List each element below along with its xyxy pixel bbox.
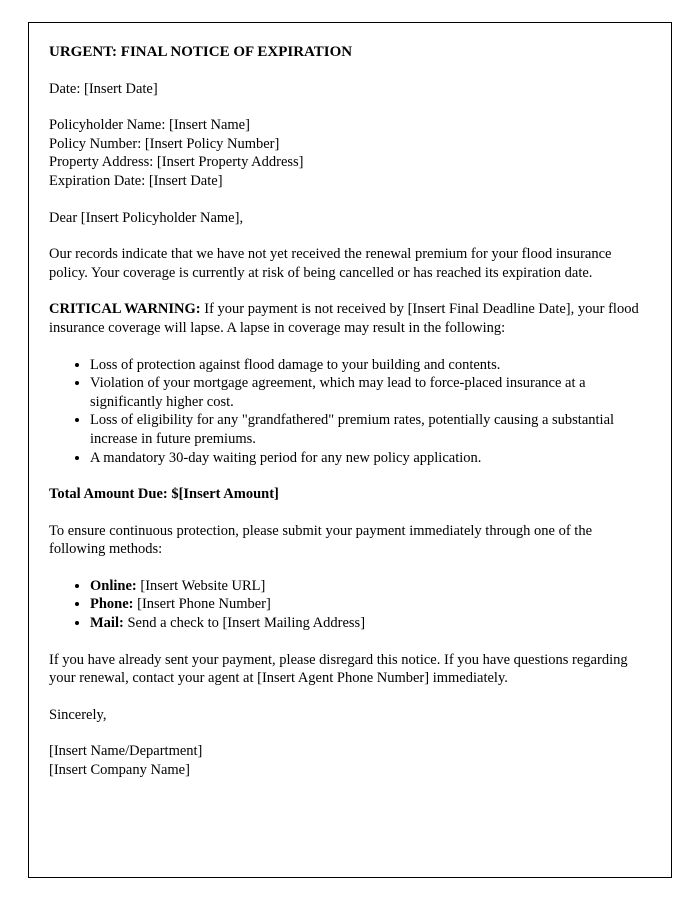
critical-warning-label: CRITICAL WARNING: xyxy=(49,301,201,318)
payment-method-value: [Insert Phone Number] xyxy=(133,596,271,613)
list-item xyxy=(90,595,651,614)
intro-paragraph: Our records indicate that we have not yet received the renewal premium for your flood insurance policy. Your coverage is currently at risk of being cancelled or has reached its expiration date. xyxy=(49,246,612,281)
policy-number-line: Policy Number: [Insert Policy Number] xyxy=(49,135,280,152)
policyholder-name-line: Policyholder Name: [Insert Name] xyxy=(49,117,250,134)
signature-company-line: [Insert Company Name] xyxy=(49,762,190,779)
policy-info-block xyxy=(49,116,651,190)
letter-title: URGENT: FINAL NOTICE OF EXPIRATION xyxy=(49,44,353,60)
closing: Sincerely, xyxy=(49,706,107,723)
expiration-date-line: Expiration Date: [Insert Date] xyxy=(49,172,223,189)
signature-name-line: [Insert Name/Department] xyxy=(49,743,203,760)
total-amount-due xyxy=(49,485,651,504)
list-item: • Violation of your mortgage agreement, which may lead to force-placed insurance at a significantly higher cost. xyxy=(90,374,651,411)
consequences-list xyxy=(49,356,651,468)
signature-block xyxy=(49,742,651,779)
payment-method-label: Phone: xyxy=(90,596,134,613)
list-item: • Loss of eligibility for any "grandfathered" premium rates, potentially causing a substantial increase in future premiums. xyxy=(90,411,651,448)
payment-method-value: Send a check to [Insert Mailing Address] xyxy=(123,615,366,632)
payment-methods-list xyxy=(49,577,651,633)
total-amount-due-text: Total Amount Due: $[Insert Amount] xyxy=(49,486,279,503)
critical-warning-text: If your payment is not received by [Insert Final Deadline Date], your flood insurance coverage will lapse. A lapse in coverage may result in the following: xyxy=(49,301,639,336)
payment-method-label: Online: xyxy=(90,577,137,594)
disregard-paragraph: If you have already sent your payment, please disregard this notice. If you have questions regarding your renewal, contact your agent at [Insert Agent Phone Number] immediately. xyxy=(49,651,628,687)
date-line: Date: [Insert Date] xyxy=(49,80,158,97)
list-item: • A mandatory 30-day waiting period for any new policy application. xyxy=(90,449,651,468)
property-address-line: Property Address: [Insert Property Address] xyxy=(49,154,304,171)
salutation: Dear [Insert Policyholder Name], xyxy=(49,209,244,226)
list-item: • Loss of protection against flood damage to your building and contents. xyxy=(90,356,651,375)
letter-page xyxy=(28,22,672,878)
list-item xyxy=(90,577,651,596)
critical-warning-paragraph xyxy=(49,300,651,337)
payment-instructions-paragraph: To ensure continuous protection, please submit your payment immediately through one of the following methods: xyxy=(49,522,593,558)
payment-method-value: [Insert Website URL] xyxy=(136,577,266,594)
payment-method-label: Mail: xyxy=(90,615,124,632)
list-item xyxy=(90,614,651,633)
letter-body xyxy=(49,43,651,780)
